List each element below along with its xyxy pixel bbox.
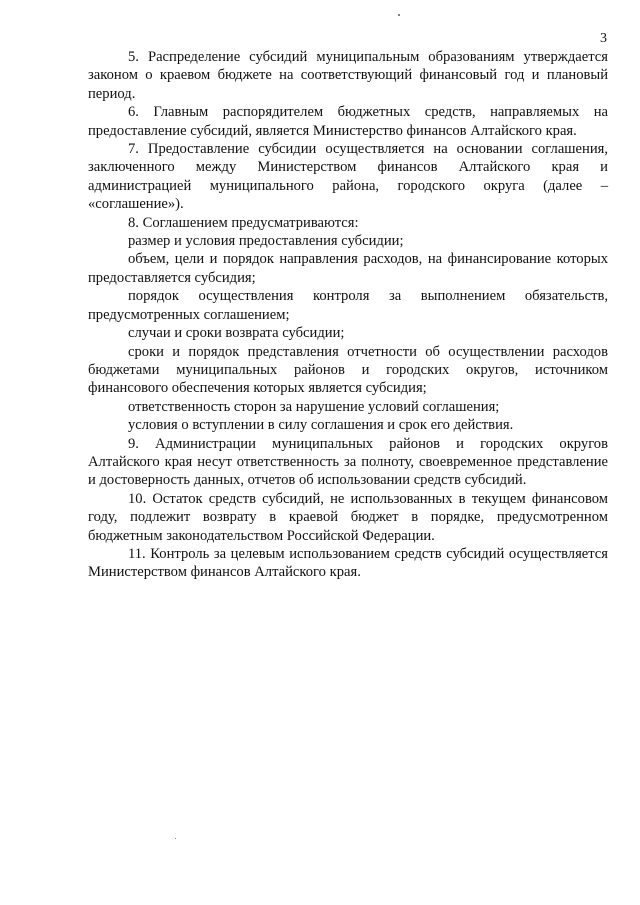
agreement-term: размер и условия предоставления субсидии; [128,233,404,250]
agreement-term: условия о вступлении в силу соглашения и срок его действия. [128,417,514,434]
page-number: 3 [600,31,607,46]
paragraph-9: 9. Администрации муниципальных районов и городских округов Алтайского края несут ответственность за полноту, своевременное представление и достоверность данных, отчетов об использовании средств субсидий. [88,435,608,489]
agreement-term: ответственность сторон за нарушение условий соглашения; [128,398,500,415]
paragraph-6: 6. Главным распорядителем бюджетных средств, направляемых на предоставление субсидий, является Министерство финансов Алтайского края. [88,104,608,139]
paragraph-5: 5. Распределение субсидий муниципальным образованиям утверждается законом о краевом бюджете на соответствующий финансовый год и плановый период. [88,49,608,102]
paragraph-10: 10. Остаток средств субсидий, не использованных в текущем финансовом году, подлежит возврату в краевой бюджет в порядке, предусмотренном бюджетным законодательством Российской Федерации. [88,490,608,544]
agreement-term: случаи и сроки возврата субсидии; [128,325,345,342]
paragraph-8: 8. Соглашением предусматриваются: [128,214,359,231]
scan-speck [398,14,400,16]
agreement-term: порядок осуществления контроля за выполнением обязательств, предусмотренных соглашением; [88,288,608,323]
document-body [88,48,608,582]
agreement-term: объем, цели и порядок направления расходов, на финансирование которых предоставляется субсидия; [88,251,608,286]
agreement-term: сроки и порядок представления отчетности об осуществлении расходов бюджетами муниципальных районов и городских округов, источником финансового обеспечения которых является субсидия; [88,343,608,397]
scan-speck [175,838,176,839]
paragraph-11: 11. Контроль за целевым использованием средств субсидий осуществляется Министерством финансов Алтайского края. [88,545,608,581]
paragraph-7: 7. Предоставление субсидии осуществляется на основании соглашения, заключенного между Министерством финансов Алтайского края и администрацией муниципального района, городского округа (далее – «соглашение»). [88,141,608,213]
